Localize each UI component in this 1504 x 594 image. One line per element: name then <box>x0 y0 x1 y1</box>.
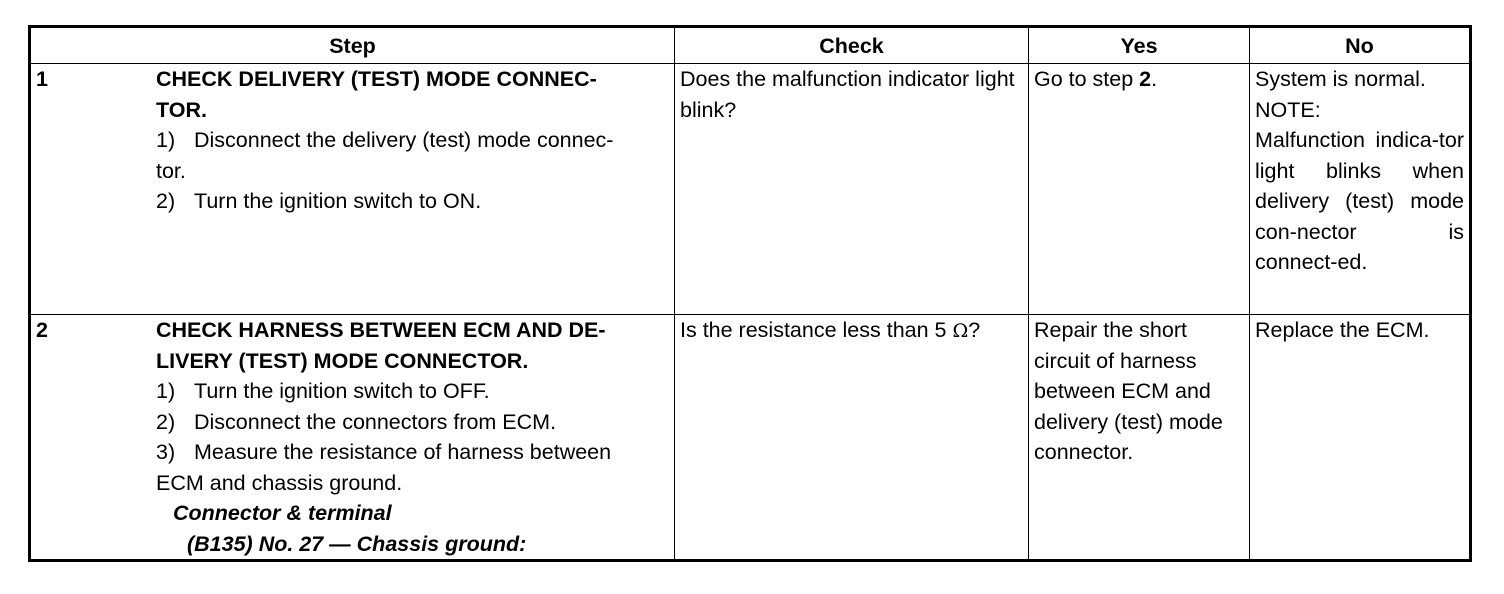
substep-list <box>156 125 669 217</box>
no-text: System is normal. <box>1255 67 1426 91</box>
yes-cell <box>1029 64 1250 315</box>
substep <box>156 437 669 468</box>
substep-list <box>156 376 669 559</box>
connector-label: Connector & terminal <box>173 501 392 525</box>
substep-number: 1) <box>156 379 176 403</box>
ohm-symbol: Ω <box>952 320 969 342</box>
step-title-line: CHECK HARNESS BETWEEN ECM AND DE- <box>156 318 606 342</box>
no-cell <box>1250 64 1471 315</box>
substep-number: 2) <box>156 189 176 213</box>
step-cell <box>30 64 675 315</box>
table-row <box>30 64 1471 315</box>
check-suffix: ? <box>968 318 981 342</box>
substep-text: Disconnect the connectors from ECM. <box>194 409 557 434</box>
step-title <box>156 64 669 125</box>
table-row <box>30 315 1471 561</box>
substep-text: Measure the resistance of harness between <box>194 440 612 464</box>
header-row <box>30 27 1471 64</box>
connector-value: (B135) No. 27 — Chassis ground: <box>187 531 527 556</box>
substep-text: Turn the ignition switch to OFF. <box>194 379 490 403</box>
substep-text-cont: ECM and chassis ground. <box>156 470 403 495</box>
check-text: Is the resistance less than 5 <box>680 318 953 342</box>
step-number: 2 <box>36 318 48 342</box>
substep <box>156 125 669 156</box>
substep <box>156 186 669 217</box>
yes-suffix: . <box>1151 67 1158 91</box>
header-no: No <box>1250 27 1471 64</box>
diagnostic-table <box>28 25 1472 562</box>
step-title-line: TOR. <box>156 97 207 122</box>
substep-text-cont: tor. <box>156 158 186 183</box>
substep-number: 2) <box>156 409 176 434</box>
step-title-line: CHECK DELIVERY (TEST) MODE CONNEC- <box>156 67 597 91</box>
header-check: Check <box>675 27 1029 64</box>
step-title <box>156 315 669 376</box>
note-text: Malfunction indica-tor light blinks when delivery (test) mode con-nector is connect-ed. <box>1255 128 1464 274</box>
substep-text: Disconnect the delivery (test) mode connec- <box>194 128 614 152</box>
step-body <box>156 64 669 125</box>
step-number: 1 <box>36 67 48 91</box>
check-cell <box>675 315 1029 561</box>
header-step: Step <box>30 27 675 64</box>
header-yes: Yes <box>1029 27 1250 64</box>
yes-cell: Repair the short circuit of harness between ECM and delivery (test) mode connector. <box>1029 315 1250 561</box>
yes-text: Go to step <box>1034 67 1140 91</box>
substep-number: 3) <box>156 440 176 464</box>
step-title-line: LIVERY (TEST) MODE CONNECTOR. <box>156 348 529 373</box>
no-cell: Replace the ECM. <box>1250 315 1471 561</box>
step-body <box>156 315 669 376</box>
substep-number: 1) <box>156 128 176 152</box>
check-cell: Does the malfunction indicator light blink? <box>675 64 1029 315</box>
substep <box>156 376 669 407</box>
note-label: NOTE: <box>1255 97 1321 122</box>
substep <box>156 407 669 438</box>
step-cell <box>30 315 675 561</box>
yes-step-ref: 2 <box>1139 67 1152 91</box>
substep-text: Turn the ignition switch to ON. <box>194 189 482 213</box>
